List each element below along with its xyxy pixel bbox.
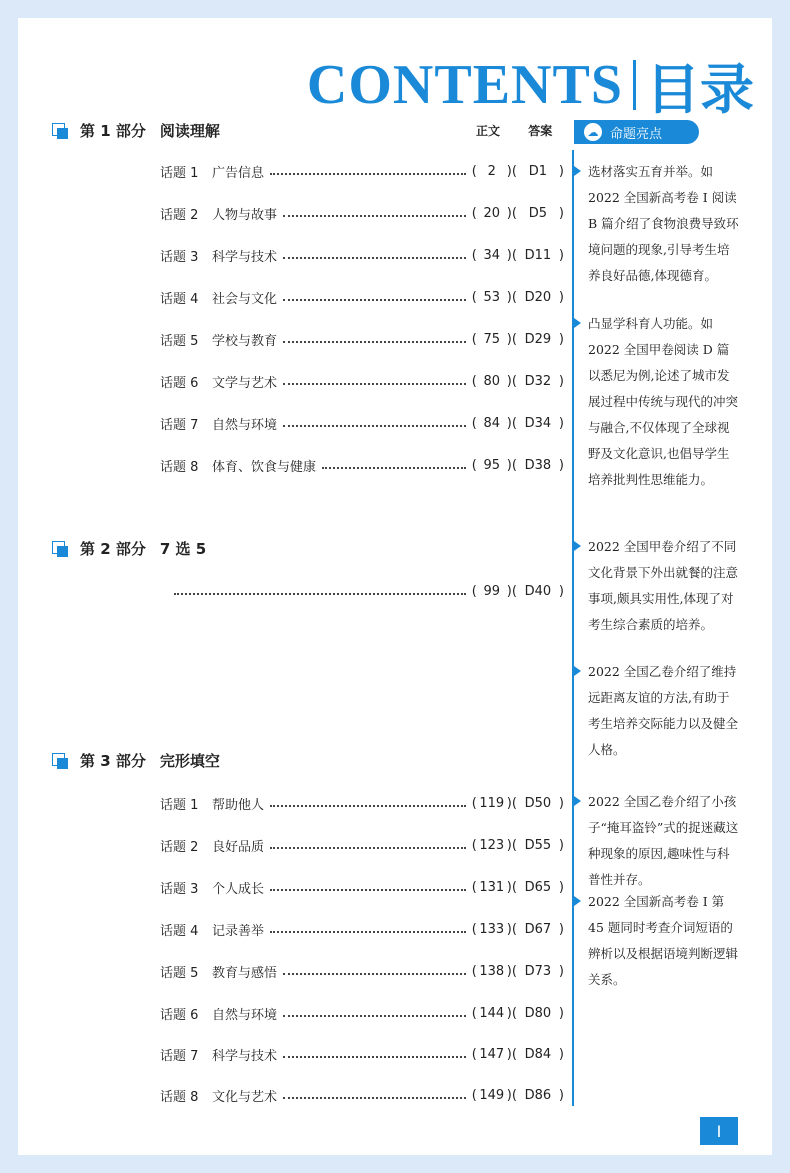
topic-number: 话题 5	[160, 333, 199, 349]
part-2-heading	[52, 538, 206, 559]
topic-name: 学校与教育	[212, 333, 278, 349]
page-ref: ( 20 )( D5 )	[471, 205, 564, 221]
leader-dots	[174, 593, 466, 595]
toc-row[interactable]	[160, 455, 564, 475]
page-number: 53	[483, 289, 501, 305]
note-arrow-icon	[574, 318, 581, 328]
page-number: 99	[483, 583, 501, 599]
title-cn: 目录	[646, 57, 754, 121]
square-bullet-icon	[52, 541, 68, 557]
page-ref: ( 144 )( D80 )	[471, 1005, 564, 1021]
page-ref: ( 75 )( D29 )	[471, 331, 564, 347]
page-ref: ( 123 )( D55 )	[471, 837, 564, 853]
leader-dots	[283, 1056, 466, 1058]
page-number: 84	[483, 415, 501, 431]
note-3: 2022 全国甲卷介绍了不同文化背景下外出就餐的注意事项,颇具实用性,体现了对考生综合素质的培养。	[588, 539, 739, 632]
toc-row[interactable]	[160, 919, 564, 939]
leader-dots	[283, 341, 466, 343]
leader-dots	[270, 847, 466, 849]
page-number: 119	[479, 795, 505, 811]
part-name: 完形填空	[159, 752, 220, 770]
toc-row[interactable]	[160, 877, 564, 897]
page-number: 2	[487, 163, 496, 179]
square-bullet-icon	[52, 123, 68, 139]
page-number: 80	[483, 373, 501, 389]
answer-page: D67	[524, 921, 552, 937]
answer-page: D86	[524, 1087, 552, 1103]
toc-row[interactable]	[160, 161, 564, 181]
topic-number: 话题 7	[160, 417, 199, 433]
topic-number: 话题 4	[160, 291, 199, 307]
leader-dots	[270, 889, 466, 891]
answer-page: D11	[524, 247, 552, 263]
answer-page: D55	[524, 837, 552, 853]
leader-dots	[270, 931, 466, 933]
toc-row[interactable]	[160, 793, 564, 813]
page-number: 138	[479, 963, 505, 979]
title-en: CONTENTS	[306, 54, 623, 116]
note-6: 2022 全国新高考卷 Ⅰ 第 45 题同时考查介词短语的辨析以及根据语境判断逻辑关系。	[588, 894, 739, 987]
topic-number: 话题 2	[160, 207, 199, 223]
answer-page: D29	[524, 331, 552, 347]
topic-name: 人物与故事	[212, 207, 278, 223]
page-ref: ( 119 )( D50 )	[471, 795, 564, 811]
page-number-badge: Ⅰ	[700, 1117, 738, 1145]
answer-page: D50	[524, 795, 552, 811]
topic-number: 话题 8	[160, 459, 199, 475]
topic-name: 广告信息	[212, 165, 265, 181]
note-4: 2022 全国乙卷介绍了维持远距离友谊的方法,有助于考生培养交际能力以及健全人格。	[588, 664, 739, 757]
note-arrow-icon	[574, 896, 581, 906]
note-2: 凸显学科育人功能。如 2022 全国甲卷阅读 D 篇以悉尼为例,论述了城市发展过程中传统与现代的冲突与融合,不仅体现了全球视野及文化意识,也倡导学生培养批判性思维能力。	[588, 316, 739, 487]
cloud-icon: ☁	[584, 123, 602, 141]
answer-page: D1	[528, 163, 548, 179]
part-3-heading	[52, 750, 220, 771]
topic-number: 话题 1	[160, 797, 199, 813]
page-ref: ( 138 )( D73 )	[471, 963, 564, 979]
answer-page: D38	[524, 457, 552, 473]
note-arrow-icon	[574, 666, 581, 676]
topic-name: 记录善举	[212, 923, 265, 939]
answer-page: D84	[524, 1046, 552, 1062]
answer-page: D65	[524, 879, 552, 895]
page-ref: ( 131 )( D65 )	[471, 879, 564, 895]
page-number: 147	[479, 1046, 505, 1062]
topic-number: 话题 7	[160, 1048, 199, 1064]
sidebar-divider	[572, 150, 574, 1106]
topic-name: 自然与环境	[212, 1007, 278, 1023]
page-ref: ( 2 )( D1 )	[471, 163, 564, 179]
topic-number: 话题 6	[160, 1007, 199, 1023]
part-label: 第 1 部分	[80, 122, 146, 140]
column-daan: 答案	[528, 124, 553, 138]
answer-page: D40	[524, 583, 552, 599]
note-arrow-icon	[574, 166, 581, 176]
leader-dots	[283, 299, 466, 301]
toc-row[interactable]	[160, 835, 564, 855]
answer-page: D34	[524, 415, 552, 431]
leader-dots	[322, 467, 466, 469]
leader-dots	[283, 425, 466, 427]
topic-name: 个人成长	[212, 881, 265, 897]
page-number: 149	[479, 1087, 505, 1103]
topic-number: 话题 3	[160, 249, 199, 265]
contents-title	[307, 50, 754, 120]
toc-row[interactable]	[160, 1085, 564, 1105]
leader-dots	[283, 1015, 466, 1017]
page-ref: ( 99 )( D40 )	[471, 583, 564, 599]
answer-page: D20	[524, 289, 552, 305]
leader-dots	[283, 257, 466, 259]
column-zhengwen: 正文	[476, 124, 501, 138]
toc-row[interactable]	[160, 287, 564, 307]
topic-number: 话题 2	[160, 839, 199, 855]
topic-number: 话题 8	[160, 1089, 199, 1105]
answer-page: D80	[524, 1005, 552, 1021]
topic-name: 帮助他人	[212, 797, 265, 813]
column-headers	[476, 122, 552, 139]
page-number: 20	[483, 205, 501, 221]
leader-dots	[283, 1097, 466, 1099]
page-number: 144	[479, 1005, 505, 1021]
note-arrow-icon	[574, 796, 581, 806]
leader-dots	[283, 215, 466, 217]
topic-number: 话题 1	[160, 165, 199, 181]
note-5: 2022 全国乙卷介绍了小孩子“掩耳盗铃”式的捉迷藏这种现象的原因,趣味性与科普性并存。	[588, 794, 739, 887]
part-1-heading	[52, 120, 220, 141]
page-ref: ( 149 )( D86 )	[471, 1087, 564, 1103]
highlights-badge	[574, 120, 699, 144]
part-label: 第 3 部分	[80, 752, 146, 770]
page-number: 123	[479, 837, 505, 853]
toc-row[interactable]	[160, 413, 564, 433]
note-1: 选材落实五育并举。如 2022 全国新高考卷 Ⅰ 阅读 B 篇介绍了食物浪费导致环境问题的现象,引导考生培养良好品德,体现德育。	[588, 164, 739, 283]
square-bullet-icon	[52, 753, 68, 769]
toc-row[interactable]	[160, 371, 564, 391]
answer-page: D73	[524, 963, 552, 979]
page-number: 75	[483, 331, 501, 347]
topic-number: 话题 5	[160, 965, 199, 981]
answer-page: D32	[524, 373, 552, 389]
topic-name: 社会与文化	[212, 291, 278, 307]
topic-name: 体育、饮食与健康	[212, 459, 317, 475]
answer-page: D5	[528, 205, 548, 221]
leader-dots	[283, 973, 466, 975]
part-name: 7 选 5	[159, 540, 207, 558]
toc-row[interactable]	[160, 961, 564, 981]
toc-row[interactable]	[160, 1003, 564, 1023]
topic-name: 科学与技术	[212, 1048, 278, 1064]
topic-name: 科学与技术	[212, 249, 278, 265]
page-number: 95	[483, 457, 501, 473]
toc-row[interactable]	[160, 245, 564, 265]
page-ref: ( 84 )( D34 )	[471, 415, 564, 431]
topic-name: 良好品质	[212, 839, 265, 855]
topic-name: 教育与感悟	[212, 965, 278, 981]
topic-number: 话题 3	[160, 881, 199, 897]
toc-row[interactable]	[160, 329, 564, 349]
page-number: 34	[483, 247, 501, 263]
topic-name: 文化与艺术	[212, 1089, 278, 1105]
badge-label: 命题亮点	[610, 126, 663, 142]
note-arrow-icon	[574, 541, 581, 551]
title-divider	[633, 60, 636, 110]
topic-number: 话题 6	[160, 375, 199, 391]
topic-number: 话题 4	[160, 923, 199, 939]
page-ref: ( 53 )( D20 )	[471, 289, 564, 305]
leader-dots	[270, 173, 466, 175]
page-ref: ( 34 )( D11 )	[471, 247, 564, 263]
topic-name: 自然与环境	[212, 417, 278, 433]
part-name: 阅读理解	[159, 122, 220, 140]
toc-row[interactable]	[174, 581, 564, 601]
toc-row[interactable]	[160, 1044, 564, 1064]
leader-dots	[270, 805, 466, 807]
part-label: 第 2 部分	[80, 540, 146, 558]
page-ref: ( 133 )( D67 )	[471, 921, 564, 937]
page-ref: ( 80 )( D32 )	[471, 373, 564, 389]
leader-dots	[283, 383, 466, 385]
page-number: 133	[479, 921, 505, 937]
toc-row[interactable]	[160, 203, 564, 223]
page-number: 131	[479, 879, 505, 895]
page-ref: ( 147 )( D84 )	[471, 1046, 564, 1062]
page-ref: ( 95 )( D38 )	[471, 457, 564, 473]
topic-name: 文学与艺术	[212, 375, 278, 391]
